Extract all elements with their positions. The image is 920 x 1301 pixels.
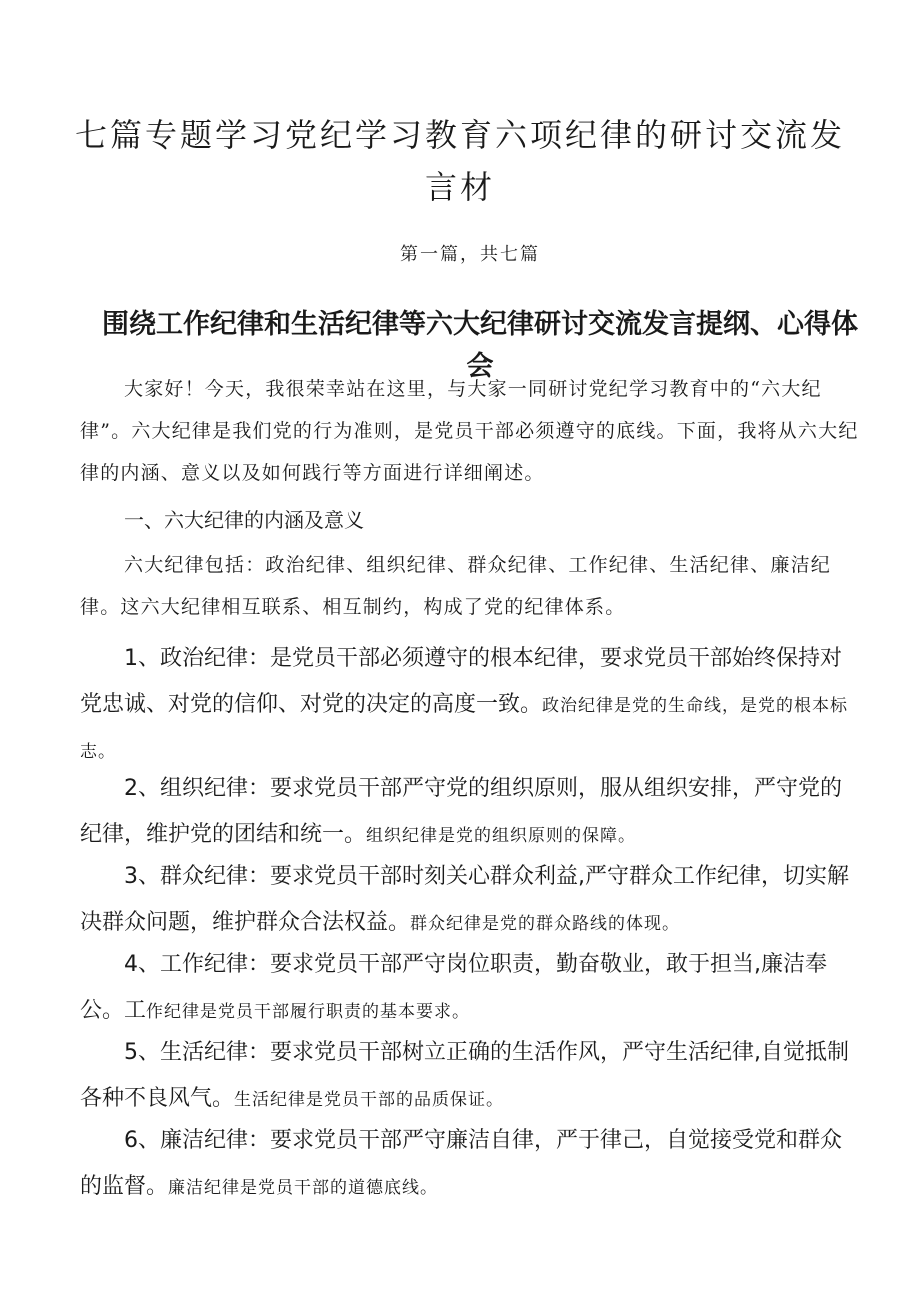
discipline-item-note: 作纪律是党员干部履行职责的基本要求。: [146, 1002, 471, 1022]
section-heading: 一、六大纪律的内涵及意义: [124, 508, 364, 532]
discipline-item-note: 生活纪律是党员干部的品质保证。: [234, 1090, 505, 1110]
discipline-item-lead: 6、廉洁纪律：要求党员干部严守廉洁自律，严于律己，自觉接受党和群众的监督。: [80, 1128, 842, 1199]
discipline-item-note: 组织纪律是党的组织原则的保障。: [366, 826, 637, 846]
discipline-item-5: [80, 1030, 862, 1123]
discipline-item-lead: 3、群众纪律：要求党员干部时刻关心群众利益,严守群众工作纪律，切实解决群众问题，维护群众合法权益。: [80, 864, 849, 935]
document-subtitle: 第一篇，共七篇: [400, 244, 540, 265]
article-heading: 围绕工作纪律和生活纪律等六大纪律研讨交流发言提纲、心得体会: [102, 309, 858, 383]
discipline-item-3: [80, 854, 862, 947]
intro-paragraph: 大家好！今天，我很荣幸站在这里，与大家一同研讨党纪学习教育中的“六大纪律”。六大纪律是我们党的行为准则，是党员干部必须遵守的底线。下面，我将从六大纪律的内涵、意义以及如何践行等方面进行详细阐述。: [80, 378, 859, 484]
discipline-item-note: 政治纪律是党的生命线，是党的根本标志。: [80, 696, 849, 762]
discipline-item-lead: 4、工作纪律：要求党员干部严守岗位职责，勤奋敬业，敢于担当,廉洁奉公。工: [80, 952, 827, 1023]
discipline-item-4: [80, 942, 862, 1035]
discipline-item-6: [80, 1118, 862, 1211]
discipline-item-1: [80, 636, 862, 775]
discipline-item-note: 群众纪律是党的群众路线的体现。: [410, 914, 681, 934]
discipline-item-lead: 2、组织纪律：要求党员干部严守党的组织原则，服从组织安排，严守党的纪律，维护党的团结和统一。: [80, 776, 842, 847]
document-title: 七篇专题学习党纪学习教育六项纪律的研讨交流发言材: [74, 116, 845, 207]
discipline-item-note: 廉洁纪律是党员干部的道德底线。: [168, 1178, 439, 1198]
discipline-item-2: [80, 766, 862, 859]
section-intro-paragraph: 六大纪律包括：政治纪律、组织纪律、群众纪律、工作纪律、生活纪律、廉洁纪律。这六大纪律相互联系、相互制约，构成了党的纪律体系。: [80, 554, 832, 618]
discipline-item-lead: 5、生活纪律：要求党员干部树立正确的生活作风，严守生活纪律,自觉抵制各种不良风气。: [80, 1040, 849, 1111]
discipline-item-lead: 1、政治纪律：是党员干部必须遵守的根本纪律，要求党员干部始终保持对党忠诚、对党的信仰、对党的决定的高度一致。: [80, 646, 842, 717]
